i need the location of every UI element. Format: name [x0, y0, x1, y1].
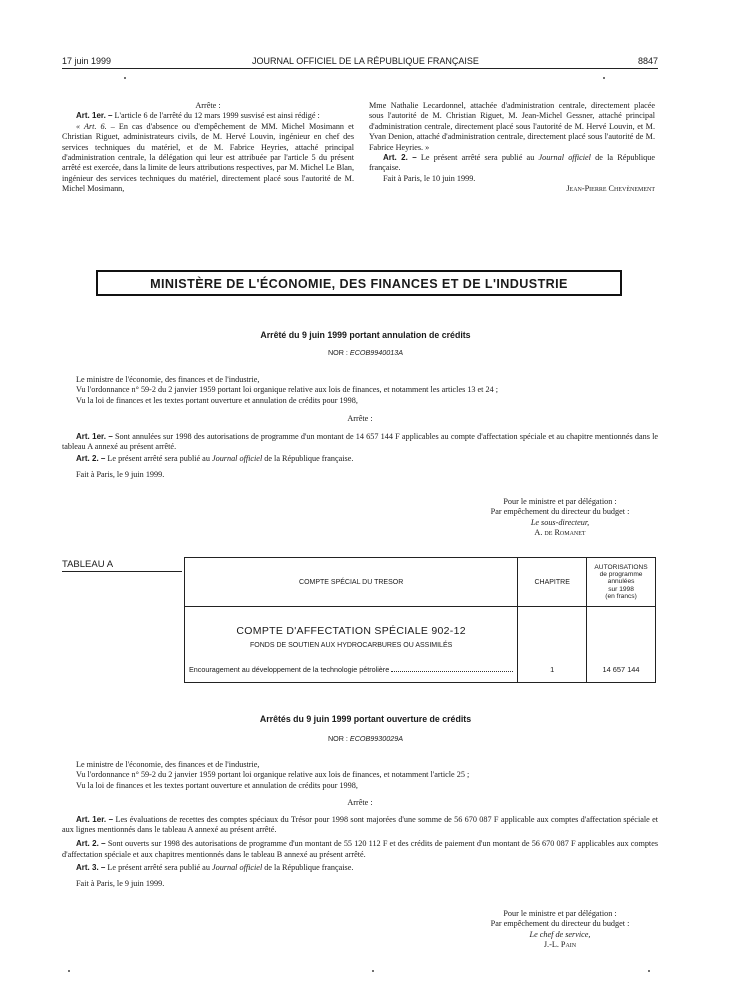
arrete2-sig2: Par empêchement du directeur du budget :	[490, 919, 630, 929]
table-header-autorisations-line1: AUTORISATIONS	[594, 563, 648, 571]
arrete1-art2-text-b: de la République française.	[262, 454, 354, 464]
top-art2-text-a: Le présent arrêté sera publié au	[420, 153, 539, 163]
arrete1-body	[62, 375, 658, 480]
table-cell-amount	[587, 607, 656, 683]
table-header-chapitre: CHAPITRE	[518, 558, 587, 607]
table-header-autorisations-line2: de programme	[599, 571, 643, 579]
arrete2-art2-text: Sont ouverts sur 1998 des autorisations de programme d'un montant de 55 120 112 F et des crédits de paiement d'un montant de 56 670 087 F applicables aux comptes d'affectation spéciale et aux chapitres mentionnés dans le tableau B annexé au présent arrêté.	[62, 839, 659, 859]
arrete1-line2: Vu l'ordonnance n° 59-2 du 2 janvier 1959 portant loi organique relative aux lois de finances, et notamment les articles 13 et 24 ;	[76, 385, 499, 395]
arrete2-nor-label: NOR :	[327, 734, 350, 743]
scan-dot	[68, 970, 70, 972]
arrete1-line1: Le ministre de l'économie, des finances et de l'industrie,	[76, 375, 260, 384]
top-arrete-label: Arrête :	[195, 101, 221, 110]
arrete2-sig3: Le chef de service,	[529, 929, 591, 939]
arrete2-title: Arrêtés du 9 juin 1999 portant ouverture de crédits	[259, 714, 472, 724]
tableau-a-table	[184, 557, 656, 683]
tableau-a-label: TABLEAU A	[62, 559, 182, 572]
table-compte-title: COMPTE D'AFFECTATION SPÉCIALE 902-12	[236, 625, 466, 637]
arrete2-line2: Vu l'ordonnance n° 59-2 du 2 janvier 1959 portant loi organique relative aux lois de finances, et notamment l'article 25 ;	[76, 770, 470, 780]
table-header-autorisations-line3: annulées	[607, 578, 635, 586]
arrete2-arrete-label: Arrête :	[347, 798, 373, 808]
arrete1-sig4: A. de Romanet	[534, 528, 586, 538]
arrete2-art2-label: Art. 2. –	[76, 839, 106, 849]
arrete1-art2-label: Art. 2. –	[76, 454, 106, 464]
top-art6	[62, 122, 354, 195]
arrete2-art2	[62, 839, 658, 860]
scan-dot	[372, 970, 374, 972]
top-art2	[369, 153, 655, 174]
top-right-text: Mme Nathalie Lecardonnel, attachée d'administration centrale, directement placée sous l'autorité de M. Christian Riguet, M. Jean-Michel Gessner, attaché principal d'administration centrale, directement placé sous l'autorité de M. Hervé Louvin, et M. Yvan Denion, attaché d'administration centrale, directement placé sous l'autorité de M. Fabrice Heyries. »	[369, 101, 655, 152]
table-row-label: Encouragement au développement de la technologie pétrolière	[189, 665, 390, 674]
arrete1-art1-label: Art. 1er. –	[76, 431, 113, 441]
arrete1-nor-code: ECOB9940013A	[349, 348, 404, 357]
arrete2-art3-italic: Journal officiel	[211, 863, 263, 873]
top-art6-text: En cas d'absence ou d'empêchement de MM. Michel Mosimann et Christian Riguet, administrateurs civils, de M. Hervé Louvin, ingénieur en chef des services techniques du matériel, et de M. Fabrice Heyries, attaché principal d'administration centrale, la délégation qui leur est attribuée par l'article 5 du présent arrêté est exercée, dans la limite de leurs attributions respectives, par M. Michel Le Blan, ingénieur des services techniques du matériel, directement placé sous l'autorité de M. Michel Mosimann,	[62, 121, 354, 194]
header-date: 17 juin 1999	[62, 56, 112, 66]
header-page-number: 8847	[637, 56, 658, 66]
arrete2-art3-text-b: de la République française.	[262, 863, 354, 873]
ministry-box	[96, 270, 622, 296]
arrete1-sig3: Le sous-directeur,	[530, 517, 590, 527]
arrete2-art3-label: Art. 3. –	[76, 863, 106, 873]
arrete1-nor-label: NOR :	[327, 348, 350, 357]
arrete2-art1	[62, 815, 658, 836]
table-header-autorisations-line5: (en francs)	[605, 592, 637, 600]
arrete2-fait: Fait à Paris, le 9 juin 1999.	[76, 878, 165, 888]
arrete1-nor	[0, 348, 731, 357]
table-row-leader-dots	[391, 670, 513, 672]
scan-dot	[648, 970, 650, 972]
table-row-label-line	[189, 665, 513, 674]
arrete2-nor	[0, 734, 731, 743]
top-art2-text-b: de la République française.	[369, 153, 655, 173]
table-header-row	[185, 558, 656, 607]
arrete2-sig1: Pour le ministre et par délégation :	[503, 909, 617, 918]
arrete1-fait: Fait à Paris, le 9 juin 1999.	[76, 469, 165, 479]
table-row-amount: 14 657 144	[602, 665, 640, 674]
arrete2-line3: Vu la loi de finances et les textes portant ouverture et annulation de crédits pour 1998,	[76, 780, 358, 790]
top-art2-italic: Journal officiel	[538, 153, 591, 163]
top-right-column	[369, 101, 655, 195]
arrete1-line3: Vu la loi de finances et les textes portant ouverture et annulation de crédits pour 1998,	[76, 395, 358, 405]
arrete1-art2	[62, 454, 658, 464]
arrete1-title: Arrêté du 9 juin 1999 portant annulation de crédits	[260, 330, 471, 340]
top-art1-label: Art. 1er. –	[76, 111, 113, 121]
arrete1-arrete-label: Arrête :	[347, 414, 373, 424]
arrete1-signature-block	[440, 497, 680, 539]
table-row-chapitre: 1	[550, 665, 555, 674]
top-art1	[62, 111, 354, 121]
arrete2-art1-text: Les évaluations de recettes des comptes spéciaux du Trésor pour 1998 sont majorées d'une somme de 56 670 087 F applicable aux comptes d'affectation spéciale et aux lignes mentionnés dans le tableau A annexé au présent arrêté.	[62, 814, 659, 835]
arrete1-sig2: Par empêchement du directeur du budget :	[490, 507, 630, 517]
arrete2-art3	[62, 863, 658, 873]
table-header-autorisations	[587, 558, 656, 607]
scan-dot	[124, 77, 126, 79]
arrete1-art2-italic: Journal officiel	[211, 454, 263, 464]
top-fait: Fait à Paris, le 10 juin 1999.	[383, 173, 476, 183]
top-art1-text: L'article 6 de l'arrêté du 12 mars 1999 susvisé est ainsi rédigé :	[114, 111, 320, 121]
arrete2-art1-label: Art. 1er. –	[76, 814, 114, 824]
arrete2-signature-block	[440, 909, 680, 951]
arrete2-nor-code: ECOB9930029A	[349, 734, 404, 743]
arrete1-art1-text: Sont annulées sur 1998 des autorisations de programme d'un montant de 14 657 144 F applicables au compte d'affectation spéciale et au chapitre mentionnés dans le tableau A annexé au présent arrêté.	[62, 431, 658, 452]
arrete1-art2-text-a: Le présent arrêté sera publié au	[107, 454, 212, 464]
arrete1-art1	[62, 432, 658, 453]
arrete2-line1: Le ministre de l'économie, des finances et de l'industrie,	[76, 760, 260, 769]
top-signature: Jean-Pierre Chevènement	[566, 184, 655, 194]
table-header-compte: COMPTE SPÉCIAL DU TRESOR	[185, 558, 518, 607]
top-left-column	[62, 101, 354, 195]
arrete2-body	[62, 760, 658, 889]
arrete2-sig4: J.-L. Pain	[543, 940, 577, 950]
table-header-autorisations-line4: sur 1998	[608, 585, 634, 593]
arrete2-art3-text-a: Le présent arrêté sera publié au	[107, 863, 212, 873]
header-rule	[62, 68, 658, 69]
ministry-title: MINISTÈRE DE L'ÉCONOMIE, DES FINANCES ET DE L'INDUSTRIE	[150, 277, 568, 291]
table-cell-compte	[185, 607, 518, 683]
arrete1-sig1: Pour le ministre et par délégation :	[503, 497, 617, 506]
table-compte-subtitle: FONDS DE SOUTIEN AUX HYDROCARBURES OU ASSIMILÉS	[250, 642, 453, 649]
header-journal-title: JOURNAL OFFICIEL DE LA RÉPUBLIQUE FRANÇAISE	[252, 56, 479, 66]
scan-dot	[603, 77, 605, 79]
table-cell-chapitre	[518, 607, 587, 683]
top-art2-label: Art. 2. –	[383, 153, 417, 163]
top-art6-label: « Art. 6. –	[76, 121, 115, 131]
table-row	[185, 607, 656, 683]
